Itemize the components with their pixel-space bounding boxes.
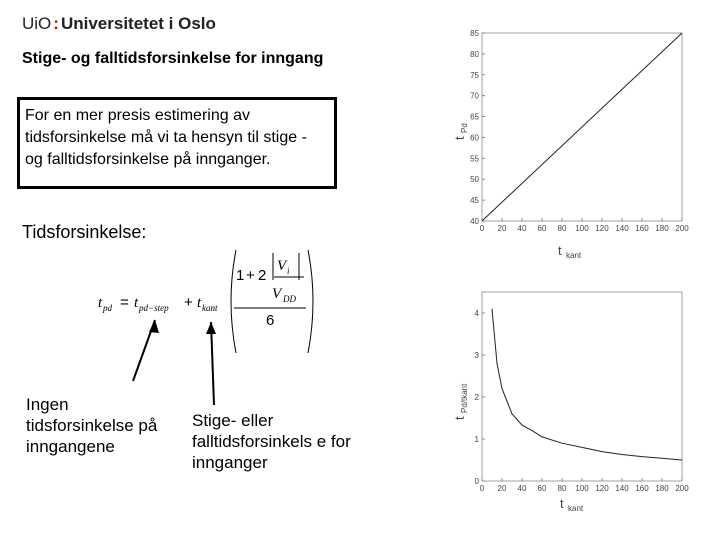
chart2-ylabel: t (452, 416, 467, 420)
chart1-ytick-label: 40 (470, 217, 479, 226)
info-box-text: For en mer presis estimering av tidsforsinkelse må vi ta hensyn til stige - og falltidsforsinkelse på innganger. (25, 107, 307, 168)
formula-num-two: 2 (258, 267, 267, 284)
annotation-edge-delay: Stige- eller falltidsforsinkels e for innganger (192, 411, 351, 472)
chart1-ytick-label: 55 (470, 154, 479, 164)
chart1-xlabel-sub: kant (566, 251, 582, 260)
chart2-ytick-label: 1 (474, 435, 479, 444)
chart2-xlabel-sub: kant (568, 504, 584, 513)
chart2-xtick-label: 160 (635, 484, 649, 493)
formula-num-one: 1 (236, 267, 245, 284)
slide-title: Stige- og falltidsforsinkelse for inngang (22, 50, 324, 67)
formula-term1-sub: pd−step (139, 303, 169, 313)
formula-eq: = (120, 294, 129, 311)
chart2-xtick-label: 200 (675, 484, 689, 493)
chart2-ytick-label: 3 (474, 351, 479, 360)
formula-vdd-sub: DD (283, 294, 296, 304)
chart1-xlabel: t (558, 243, 562, 258)
chart1-xtick-label: 60 (537, 224, 547, 233)
formula-term2-sub: kant (202, 303, 218, 313)
formula-lhs-sub: pd (103, 303, 112, 313)
delay-formula (90, 245, 320, 360)
chart2-ytick-label: 2 (474, 393, 479, 402)
university-logo (22, 14, 216, 34)
logo-uio: UiO (22, 14, 52, 33)
chart1-ylabel: t (452, 136, 467, 140)
logo-dots-icon: : (53, 14, 59, 33)
chart2-xtick-label: 40 (517, 484, 527, 493)
chart2-xtick-label: 0 (479, 484, 485, 493)
chart2-xtick-label: 140 (615, 484, 629, 493)
formula-right-paren (308, 250, 313, 353)
chart2-plot-area (482, 292, 682, 481)
chart2-ytick-label: 0 (474, 477, 479, 486)
chart1-ytick-label: 50 (470, 175, 479, 185)
chart1-ytick-label: 70 (470, 91, 479, 101)
chart2-xtick-label: 180 (655, 484, 669, 493)
chart1-ytick-label: 80 (470, 49, 479, 59)
chart1-ylabel-sub: Pd (460, 123, 469, 133)
chart1-xtick-label: 40 (517, 224, 527, 233)
chart1-xtick-label: 80 (557, 224, 567, 233)
chart1-xtick-label: 140 (615, 224, 629, 233)
chart1-xtick-label: 0 (479, 224, 485, 233)
chart2-xlabel: t (560, 496, 564, 511)
chart2-xtick-label: 80 (557, 484, 567, 493)
formula-lhs: t (98, 295, 103, 311)
formula-num-plus: + (246, 267, 255, 284)
chart2-ytick-label: 4 (474, 309, 479, 318)
chart2-xtick-label: 20 (497, 484, 507, 493)
formula-term2: t (197, 295, 202, 311)
formula-vdd: V (272, 286, 282, 302)
annotation-no-delay: Ingen tidsforsinkelse på inngangene (26, 395, 158, 456)
chart1-xtick-label: 180 (655, 224, 669, 233)
chart2-series-line (492, 309, 682, 460)
formula-term1: t (134, 295, 139, 311)
formula-vi: V (277, 258, 287, 274)
chart-ratio-delay (450, 280, 700, 520)
chart2-ylabel-sub: Pd/tkant (460, 383, 469, 413)
chart1-xtick-label: 20 (497, 224, 507, 233)
chart1-ytick-label: 75 (470, 70, 479, 80)
formula-left-paren (231, 250, 236, 353)
info-box (17, 97, 337, 189)
chart1-xtick-label: 100 (575, 224, 589, 233)
formula-plus: + (184, 294, 193, 311)
chart1-ytick-label: 85 (470, 29, 479, 38)
chart1-xtick-label: 160 (635, 224, 649, 233)
chart1-ytick-label: 65 (470, 112, 479, 122)
chart1-ytick-label: 60 (470, 133, 479, 143)
chart1-ytick-label: 45 (470, 196, 479, 206)
chart1-xtick-label: 120 (595, 224, 609, 233)
formula-vi-sub: i (287, 266, 290, 276)
chart2-xtick-label: 60 (537, 484, 547, 493)
chart2-xtick-label: 100 (575, 484, 589, 493)
chart1-xtick-label: 200 (675, 224, 689, 233)
formula-den: 6 (266, 312, 275, 329)
chart-linear-delay (450, 22, 700, 262)
logo-name: Universitetet i Oslo (60, 14, 216, 33)
section-label: Tidsforsinkelse: (22, 222, 147, 242)
chart1-series-line (482, 33, 682, 221)
chart2-xtick-label: 120 (595, 484, 609, 493)
